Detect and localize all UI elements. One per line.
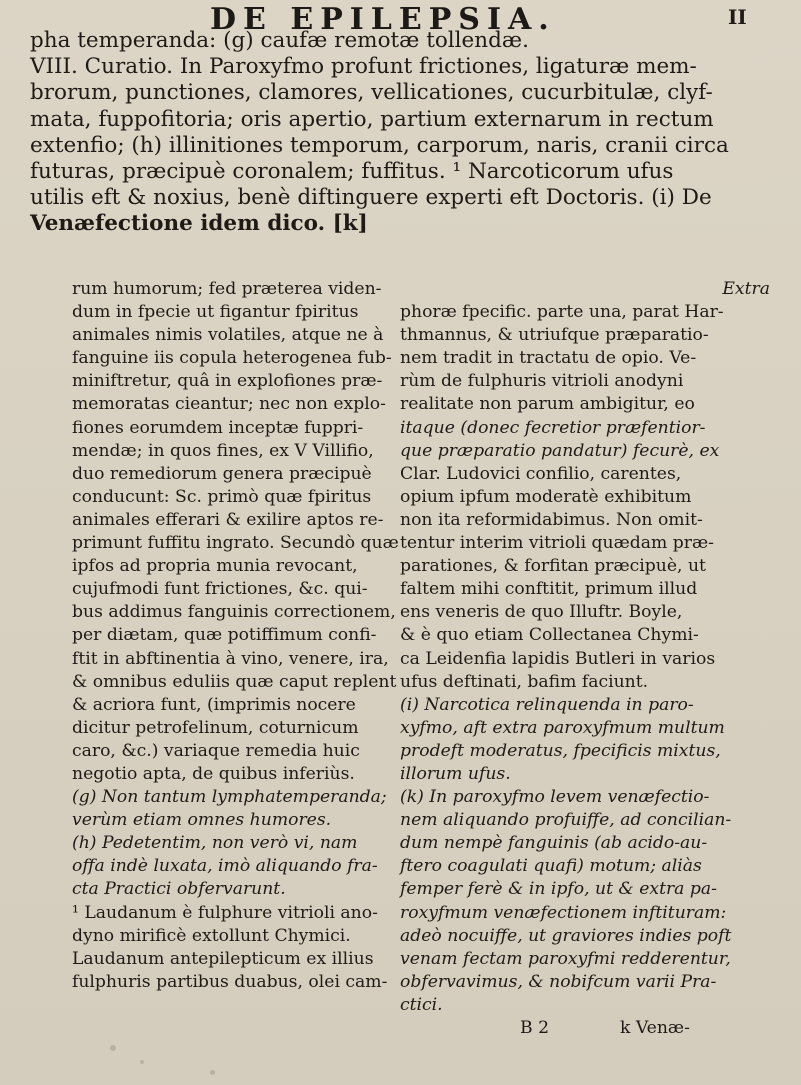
text-line: & acriora funt, (imprimis nocere xyxy=(72,694,356,715)
text-line: nem tradit in tractatu de opio. Ve- xyxy=(400,348,697,369)
text-line: Venæfectione idem dico. [k] xyxy=(30,211,368,237)
footnote-line: ftero coagulati quafi) motum; aliàs xyxy=(400,856,702,877)
footnote-line: (i) Narcotica relinquenda in paro- xyxy=(400,694,694,715)
footnote-line: (h) Pedetentim, non verò vi, nam xyxy=(72,833,358,854)
text-line: itaque (donec fecretior præfentior- xyxy=(400,417,706,438)
text-line: cujufmodi funt frictiones, &c. qui- xyxy=(72,579,368,600)
footnote-line: xyfmo, aft extra paroxyfmum multum xyxy=(400,717,725,738)
footnote-line: Laudanum antepilepticum ex illius xyxy=(72,948,374,969)
text-line: ipfos ad propria munia revocant, xyxy=(72,556,358,577)
footnote-line: prodeft moderatus, fpecificis mixtus, xyxy=(400,740,721,761)
text-line: parationes, & forfitan præcipuè, ut xyxy=(400,556,706,577)
page-number: II xyxy=(728,5,747,29)
paper-stain xyxy=(210,1070,215,1075)
text-line: duo remediorum genera præcipuè xyxy=(72,463,372,484)
footnote-line: (k) In paroxyfmo levem venæfectio- xyxy=(400,787,710,808)
left-column xyxy=(72,278,399,994)
text-line: caro, &c.) variaque remedia huic xyxy=(72,740,360,761)
full-width-text xyxy=(30,28,790,238)
text-line: thmannus, & utriufque præparatio- xyxy=(400,325,709,346)
text-line: & omnibus eduliis quæ caput replent xyxy=(72,671,397,692)
catchword: k Venæ- xyxy=(619,1018,690,1038)
footnote-line: obfervavimus, & nobifcum varii Pra- xyxy=(400,971,717,992)
text-line: ca Leidenfia lapidis Butleri in varios xyxy=(400,648,716,669)
text-line: fanguine iis copula heterogenea fub- xyxy=(72,348,392,369)
text-line: dum in fpecie ut figantur fpiritus xyxy=(72,302,359,323)
text-line: miniftretur, quâ in explofiones præ- xyxy=(72,371,383,392)
right-column xyxy=(400,278,780,1040)
footnote-line: venam fectam paroxyfmi redderentur, xyxy=(400,948,731,969)
footnote-line: roxyfmum venæfectionem inftituram: xyxy=(400,902,727,923)
text-line: pha temperanda: (g) caufæ remotæ tollendæ. xyxy=(30,28,529,53)
text-line: animales nimis volatiles, atque ne à xyxy=(72,325,384,346)
footnote-line: dyno mirificè extollunt Chymici. xyxy=(72,925,351,946)
text-line: phoræ fpecific. parte una, parat Har- xyxy=(400,302,724,323)
text-line: conducunt: Sc. primò quæ fpiritus xyxy=(72,486,372,507)
text-line: realitate non parum ambigitur, eo xyxy=(400,394,695,415)
text-line: rum humorum; fed præterea viden- xyxy=(72,279,382,299)
text-line: memoratas cieantur; nec non explo- xyxy=(72,394,386,415)
text-line: brorum, punctiones, clamores, vellicationes, cucurbitulæ, clyf- xyxy=(30,80,713,106)
footnote-line: nem aliquando profuiffe, ad concilian- xyxy=(400,810,732,831)
text-line: ufus deftinati, bafim faciunt. xyxy=(400,671,649,692)
running-head: DE EPILEPSIA. xyxy=(210,2,556,37)
footnote-line: adeò nocuiffe, ut graviores indies poft xyxy=(400,925,732,946)
bottom-catchwords xyxy=(400,1017,780,1040)
text-line: per diætam, quæ potiffimum confi- xyxy=(72,625,377,646)
text-line: mata, fuppofitoria; oris apertio, partium externarum in rectum xyxy=(30,106,714,132)
text-line: fiones eorumdem inceptæ fuppri- xyxy=(72,417,364,438)
footnote-line: ctici. xyxy=(400,994,443,1015)
footnote-line: (g) Non tantum lymphatemperanda; xyxy=(72,787,387,808)
text-line: rùm de fulphuris vitrioli anodyni xyxy=(400,371,684,392)
footnote-line: dum nempè fanguinis (ab acido-au- xyxy=(400,833,708,854)
footnote-line: verùm etiam omnes humores. xyxy=(72,810,332,831)
text-line: extenfio; (h) illinitiones temporum, carporum, naris, cranii circa xyxy=(30,132,729,158)
text-line: mendæ; in quos fines, ex V Villifio, xyxy=(72,440,374,461)
text-line: opium ipfum moderatè exhibitum xyxy=(400,486,692,507)
text-line: non ita reformidabimus. Non omit- xyxy=(400,509,703,530)
footnote-line: offa indè luxata, imò aliquando fra- xyxy=(72,856,378,877)
footnote-line: femper ferè & in ipfo, ut & extra pa- xyxy=(400,879,717,900)
text-line: primunt fuffitu ingrato. Secundò quæ xyxy=(72,533,399,554)
paper-stain xyxy=(140,1060,144,1064)
signature-mark: B 2 xyxy=(520,1018,550,1038)
text-line: tentur interim vitrioli quædam præ- xyxy=(400,533,714,554)
text-line: & è quo etiam Collectanea Chymi- xyxy=(400,625,699,646)
paper-stain xyxy=(110,1045,116,1051)
text-line: ftit in abftinentia à vino, venere, ira, xyxy=(72,648,389,669)
text-line: VIII. Curatio. In Paroxyfmo profunt frictiones, ligaturæ mem- xyxy=(30,54,697,80)
footnote-line: cta Practici obfervarunt. xyxy=(72,879,286,900)
text-line: dicitur petrofelinum, coturnicum xyxy=(72,717,359,738)
text-line: faltem mihi conftitit, primum illud xyxy=(400,579,698,600)
text-line: futuras, præcipuè coronalem; fuffitus. ¹ Narcoticorum ufus xyxy=(30,159,674,185)
text-line: Clar. Ludovici confilio, carentes, xyxy=(400,463,682,484)
text-line: utilis eft & noxius, benè diftinguere experti eft Doctoris. (i) De xyxy=(30,185,712,211)
text-line: negotio apta, de quibus inferiùs. xyxy=(72,763,355,784)
text-line: ens veneris de quo Illuftr. Boyle, xyxy=(400,602,683,623)
text-line: animales efferari & exilire aptos re- xyxy=(72,509,384,530)
footnote-line: illorum ufus. xyxy=(400,763,511,784)
catchword-extra: Extra xyxy=(722,279,770,299)
text-line: bus addimus fanguinis correctionem, xyxy=(72,602,396,623)
text-line: que præparatio pandatur) fecurè, ex xyxy=(400,440,720,461)
footnote-line: ¹ Laudanum è fulphure vitrioli ano- xyxy=(72,902,378,923)
footnote-line: fulphuris partibus duabus, olei cam- xyxy=(72,971,388,992)
